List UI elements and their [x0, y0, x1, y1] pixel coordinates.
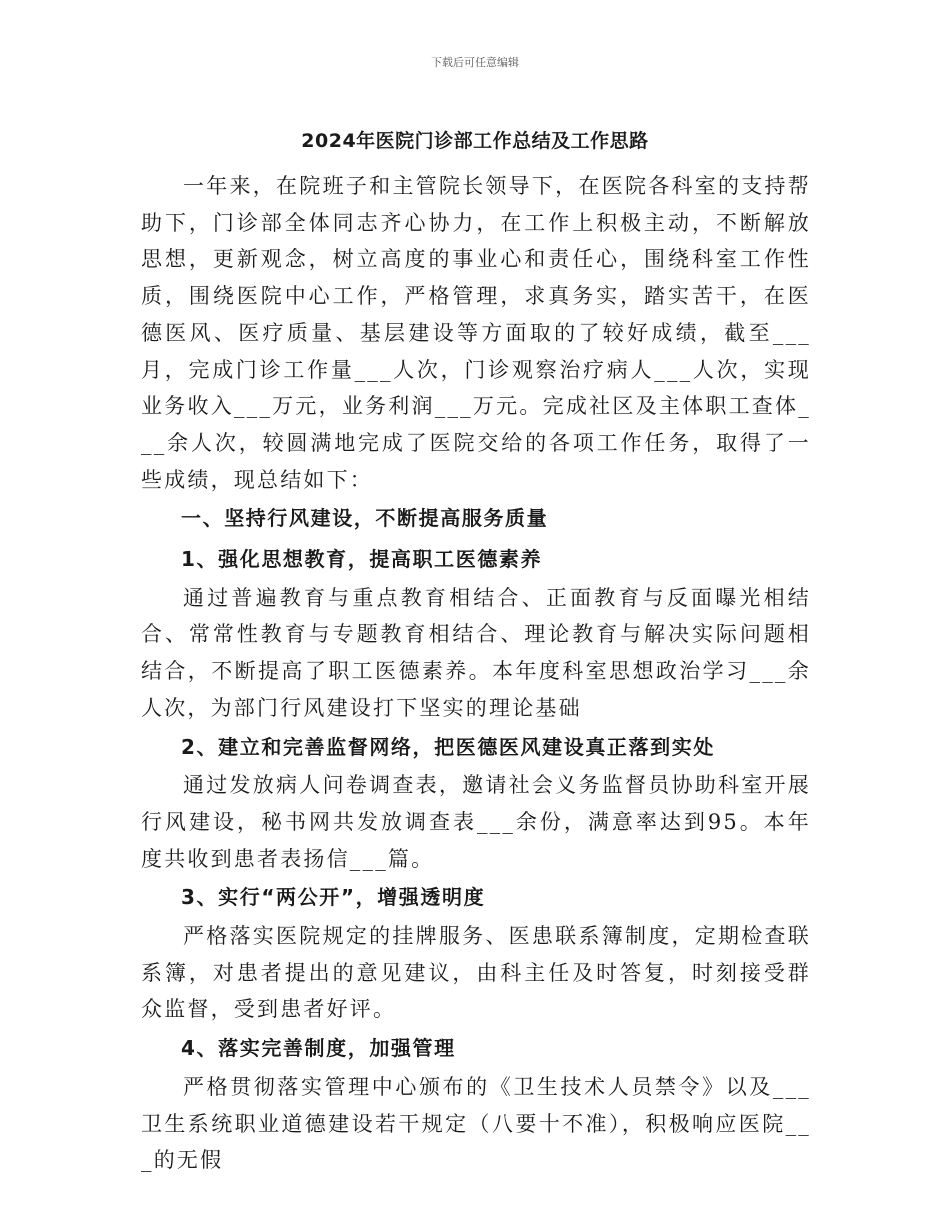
- subsection-heading-4: 4、落实完善制度，加强管理: [181, 1036, 456, 1061]
- intro-paragraph: 一年来，在院班子和主管院长领导下，在医院各科室的支持帮助下，门诊部全体同志齐心协力，在工作上积极主动，不断解放思想，更新观念，树立高度的事业心和责任心，围绕科室工作性质，围绕医院中心工作，严格管理，求真务实，踏实苦干，在医德医风、医疗质量、基层建设等方面取的了较好成绩，截至___月，完成门诊工作量___人次，门诊观察治疗病人___人次，实现业务收入___万元，业务利润___万元。完成社区及主体职工查体___余人次，较圆满地完成了医院交给的各项工作任务，取得了一些成绩，现总结如下：: [141, 174, 811, 492]
- subsection-paragraph-2: 通过发放病人问卷调查表，邀请社会义务监督员协助科室开展行风建设，秘书网共发放调查表___余份，满意率达到95。本年度共收到患者表扬信___篇。: [141, 773, 811, 871]
- document-title: 2024年医院门诊部工作总结及工作思路: [301, 130, 649, 152]
- subsection-paragraph-4: 严格贯彻落实管理中心颁布的《卫生技术人员禁令》以及___卫生系统职业道德建设若干规定（八要十不准），积极响应医院___的无假: [141, 1074, 811, 1173]
- subsection-paragraph-1: 通过普遍教育与重点教育相结合、正面教育与反面曝光相结合、常常性教育与专题教育相结合、理论教育与解决实际问题相结合，不断提高了职工医德素养。本年度科室思想政治学习___余人次，为部门行风建设打下坚实的理论基础: [141, 585, 811, 720]
- subsection-paragraph-3: 严格落实医院规定的挂牌服务、医患联系簿制度，定期检查联系簿，对患者提出的意见建议，由科主任及时答复，时刻接受群众监督，受到患者好评。: [141, 924, 811, 1022]
- document-body: [141, 168, 811, 1179]
- subsection-heading-3: 3、实行“两公开”，增强透明度: [181, 885, 486, 910]
- header-note: 下载后可任意编辑: [431, 56, 519, 69]
- subsection-heading-2: 2、建立和完善监督网络，把医德医风建设真正落到实处: [181, 734, 715, 759]
- subsection-heading-1: 1、强化思想教育，提高职工医德素养: [181, 547, 543, 572]
- section-heading-1: 一、坚持行风建设，不断提高服务质量: [181, 506, 549, 531]
